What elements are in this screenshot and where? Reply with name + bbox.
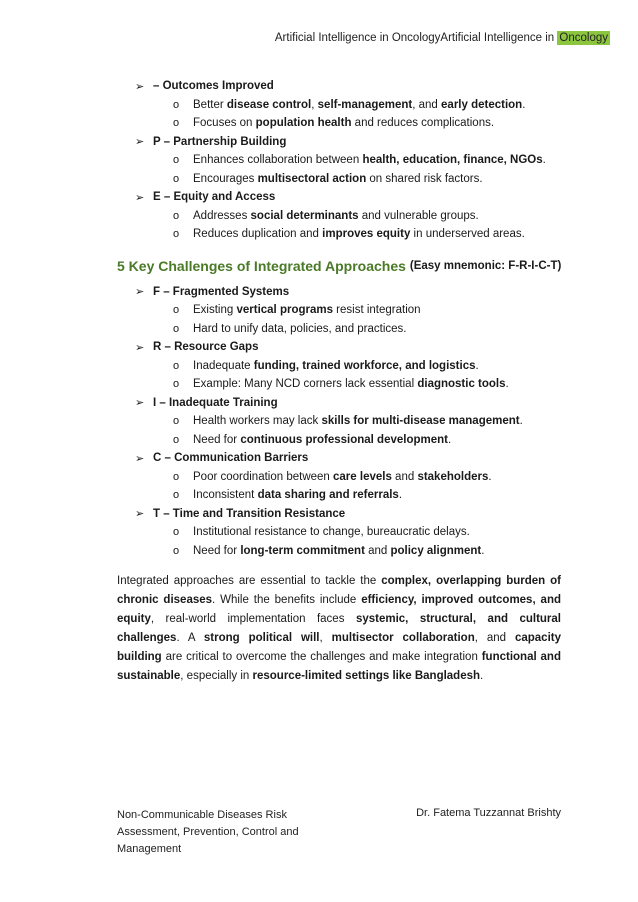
text-run: , bbox=[319, 632, 332, 644]
text-run: , especially in bbox=[180, 670, 253, 682]
sub-bullet-text bbox=[193, 415, 523, 427]
text-run: Inadequate bbox=[193, 359, 254, 372]
text-run: Need for bbox=[193, 544, 241, 557]
sub-bullet-item bbox=[173, 412, 561, 431]
arrow-bullet-icon: ➢ bbox=[135, 341, 145, 354]
text-run: . bbox=[522, 98, 526, 111]
sub-bullet-item bbox=[173, 114, 561, 133]
footer-book-title: Non-Communicable Diseases Risk Assessment, Prevention, Control and Management bbox=[117, 809, 299, 855]
bold-text: skills for multi-disease management bbox=[321, 415, 520, 428]
bold-text: care levels bbox=[333, 470, 392, 483]
sub-bullet-text bbox=[193, 434, 451, 446]
text-run: Hard to unify data, policies, and practices. bbox=[193, 322, 407, 335]
text-run: Encourages bbox=[193, 172, 258, 185]
text-run: Focuses on bbox=[193, 117, 256, 130]
text-run: , real-world implementation faces bbox=[150, 613, 356, 625]
running-header bbox=[275, 32, 610, 44]
text-run: Better bbox=[193, 98, 227, 111]
sub-bullet-text bbox=[193, 489, 402, 501]
text-run: and bbox=[364, 544, 391, 557]
text-run: on shared risk factors. bbox=[366, 172, 483, 185]
bold-text: population health bbox=[255, 117, 352, 130]
bold-text: stakeholders bbox=[417, 470, 489, 483]
sub-bullet-item bbox=[173, 468, 561, 487]
text-run: Reduces duplication and bbox=[193, 228, 323, 241]
bold-text: diagnostic tools bbox=[417, 378, 506, 391]
circle-bullet-icon: o bbox=[173, 433, 180, 446]
bold-text: complex, overlapping burden of chronic diseases bbox=[117, 575, 562, 606]
arrow-bullet-icon: ➢ bbox=[135, 80, 145, 93]
sub-bullet-item bbox=[173, 96, 561, 115]
text-run: , and bbox=[474, 632, 515, 644]
circle-bullet-icon: o bbox=[173, 228, 180, 241]
sub-bullet-item bbox=[173, 151, 561, 170]
arrow-bullet-icon: ➢ bbox=[135, 136, 145, 149]
circle-bullet-icon: o bbox=[173, 489, 180, 502]
sub-bullet-item bbox=[173, 542, 561, 561]
bold-text: capacity building bbox=[117, 632, 561, 663]
bold-text: self-management bbox=[317, 98, 413, 111]
sub-bullet-item bbox=[173, 225, 561, 244]
sub-bullet-text bbox=[193, 304, 421, 316]
bullet-heading bbox=[135, 449, 561, 468]
conclusion-paragraph bbox=[117, 572, 561, 686]
text-run: Existing bbox=[193, 304, 237, 317]
text-run: , bbox=[311, 98, 318, 111]
page-content bbox=[117, 77, 561, 686]
section-heading bbox=[117, 249, 561, 283]
sub-bullet-text bbox=[193, 471, 492, 483]
heading-mnemonic: (Easy mnemonic: F-R-I-C-T) bbox=[409, 259, 562, 272]
text-run: . bbox=[475, 359, 479, 372]
text-run: are critical to overcome the challenges and make integration bbox=[161, 651, 482, 663]
bold-text: funding, trained workforce, and logistics bbox=[253, 359, 476, 372]
circle-bullet-icon: o bbox=[173, 117, 180, 130]
header-highlight: Oncology bbox=[559, 32, 608, 44]
text-run: . bbox=[447, 433, 452, 446]
text-run: . bbox=[480, 670, 484, 682]
bold-text: systemic, structural, and cultural challenges bbox=[117, 613, 562, 644]
text-run: Example: Many NCD corners lack essential bbox=[193, 378, 418, 391]
circle-bullet-icon: o bbox=[173, 172, 180, 185]
header-text: Artificial Intelligence in OncologyArtificial Intelligence in bbox=[274, 32, 558, 44]
text-run: Addresses bbox=[193, 209, 251, 222]
bullet-title: E – Equity and Access bbox=[153, 191, 276, 204]
bold-text: strong political will bbox=[203, 632, 320, 644]
circle-bullet-icon: o bbox=[173, 378, 180, 391]
bullet-heading bbox=[135, 505, 561, 524]
bullet-heading bbox=[135, 283, 561, 302]
bullet-title: R – Resource Gaps bbox=[153, 341, 259, 354]
arrow-bullet-icon: ➢ bbox=[135, 286, 145, 299]
text-run: , and bbox=[412, 98, 442, 111]
sub-bullet-text bbox=[193, 526, 470, 538]
arrow-bullet-icon: ➢ bbox=[135, 508, 145, 521]
bullet-title: F – Fragmented Systems bbox=[153, 285, 290, 298]
sub-bullet-text bbox=[193, 360, 479, 372]
sub-bullet-text bbox=[193, 154, 546, 166]
bold-text: long-term commitment bbox=[240, 544, 365, 557]
circle-bullet-icon: o bbox=[173, 526, 180, 539]
text-run: . bbox=[505, 378, 509, 391]
text-run: Integrated approaches are essential to tackle the bbox=[117, 575, 382, 587]
text-run: . bbox=[488, 470, 492, 483]
sub-bullet-item bbox=[173, 320, 561, 339]
arrow-bullet-icon: ➢ bbox=[135, 452, 145, 465]
bullet-title: C – Communication Barriers bbox=[153, 452, 309, 465]
text-run: in underserved areas. bbox=[410, 228, 525, 241]
bold-text: multisectoral action bbox=[257, 172, 367, 185]
text-run: Poor coordination between bbox=[193, 470, 334, 483]
circle-bullet-icon: o bbox=[173, 209, 180, 222]
text-run: . bbox=[519, 415, 523, 428]
text-run: Inconsistent bbox=[193, 489, 258, 502]
sub-bullet-text bbox=[193, 99, 525, 111]
text-run: . A bbox=[176, 632, 204, 644]
bold-text: data sharing and referrals bbox=[257, 489, 399, 502]
bullet-title: T – Time and Transition Resistance bbox=[153, 507, 346, 520]
text-run: and bbox=[391, 470, 418, 483]
text-run: . bbox=[481, 544, 485, 557]
sub-bullet-text bbox=[193, 323, 407, 335]
arrow-bullet-icon: ➢ bbox=[135, 397, 145, 410]
heading-title: 5 Key Challenges of Integrated Approaches bbox=[117, 257, 406, 274]
bold-text: disease control bbox=[226, 98, 312, 111]
text-run: Health workers may lack bbox=[193, 415, 322, 428]
circle-bullet-icon: o bbox=[173, 98, 180, 111]
bold-text: resource-limited settings like Bangladesh bbox=[252, 670, 481, 682]
circle-bullet-icon: o bbox=[173, 470, 180, 483]
sub-bullet-text bbox=[193, 228, 525, 240]
bullet-heading bbox=[135, 188, 561, 207]
text-run: and vulnerable groups. bbox=[358, 209, 479, 222]
arrow-bullet-icon: ➢ bbox=[135, 191, 145, 204]
sub-bullet-text bbox=[193, 545, 484, 557]
text-run: Enhances collaboration between bbox=[193, 154, 363, 167]
bold-text: health, education, finance, NGOs bbox=[362, 154, 543, 167]
text-run: and reduces complications. bbox=[351, 117, 495, 130]
sub-bullet-item bbox=[173, 170, 561, 189]
circle-bullet-icon: o bbox=[173, 304, 180, 317]
bold-text: efficiency, improved outcomes, and equity bbox=[117, 594, 561, 625]
sub-bullet-text bbox=[193, 173, 483, 185]
text-run: . bbox=[398, 489, 403, 502]
circle-bullet-icon: o bbox=[173, 322, 180, 335]
bullet-heading bbox=[135, 394, 561, 413]
sub-bullet-item bbox=[173, 486, 561, 505]
text-run: . While the benefits include bbox=[212, 594, 362, 606]
bold-text: improves equity bbox=[322, 228, 411, 241]
bullet-title: P – Partnership Building bbox=[153, 135, 287, 148]
sub-bullet-text bbox=[193, 378, 509, 390]
bullet-title: – Outcomes Improved bbox=[153, 80, 274, 93]
bullet-heading bbox=[135, 338, 561, 357]
top-bullet-list bbox=[117, 77, 561, 244]
bold-text: vertical programs bbox=[236, 304, 333, 317]
circle-bullet-icon: o bbox=[173, 359, 180, 372]
bold-text: continuous professional development bbox=[240, 433, 448, 446]
sub-bullet-item bbox=[173, 357, 561, 376]
circle-bullet-icon: o bbox=[173, 544, 180, 557]
sub-bullet-text bbox=[193, 117, 494, 129]
circle-bullet-icon: o bbox=[173, 415, 180, 428]
bold-text: policy alignment bbox=[390, 544, 482, 557]
sub-bullet-item bbox=[173, 207, 561, 226]
footer-author: Dr. Fatema Tuzzannat Brishty bbox=[416, 807, 561, 819]
bullet-heading bbox=[135, 133, 561, 152]
text-run: Need for bbox=[193, 433, 241, 446]
circle-bullet-icon: o bbox=[173, 154, 180, 167]
bold-text: early detection bbox=[441, 98, 523, 111]
sub-bullet-item bbox=[173, 375, 561, 394]
sub-bullet-item bbox=[173, 431, 561, 450]
bold-text: functional and sustainable bbox=[117, 651, 561, 682]
sub-bullet-text bbox=[193, 210, 479, 222]
bold-text: multisector collaboration bbox=[331, 632, 475, 644]
text-run: Institutional resistance to change, bureaucratic delays. bbox=[193, 526, 470, 539]
bullet-heading bbox=[135, 77, 561, 96]
bold-text: social determinants bbox=[250, 209, 359, 222]
text-run: . bbox=[542, 154, 546, 167]
bullet-title: I – Inadequate Training bbox=[153, 396, 278, 409]
challenge-bullet-list bbox=[117, 283, 561, 561]
sub-bullet-item bbox=[173, 301, 561, 320]
text-run: resist integration bbox=[332, 304, 421, 317]
sub-bullet-item bbox=[173, 523, 561, 542]
